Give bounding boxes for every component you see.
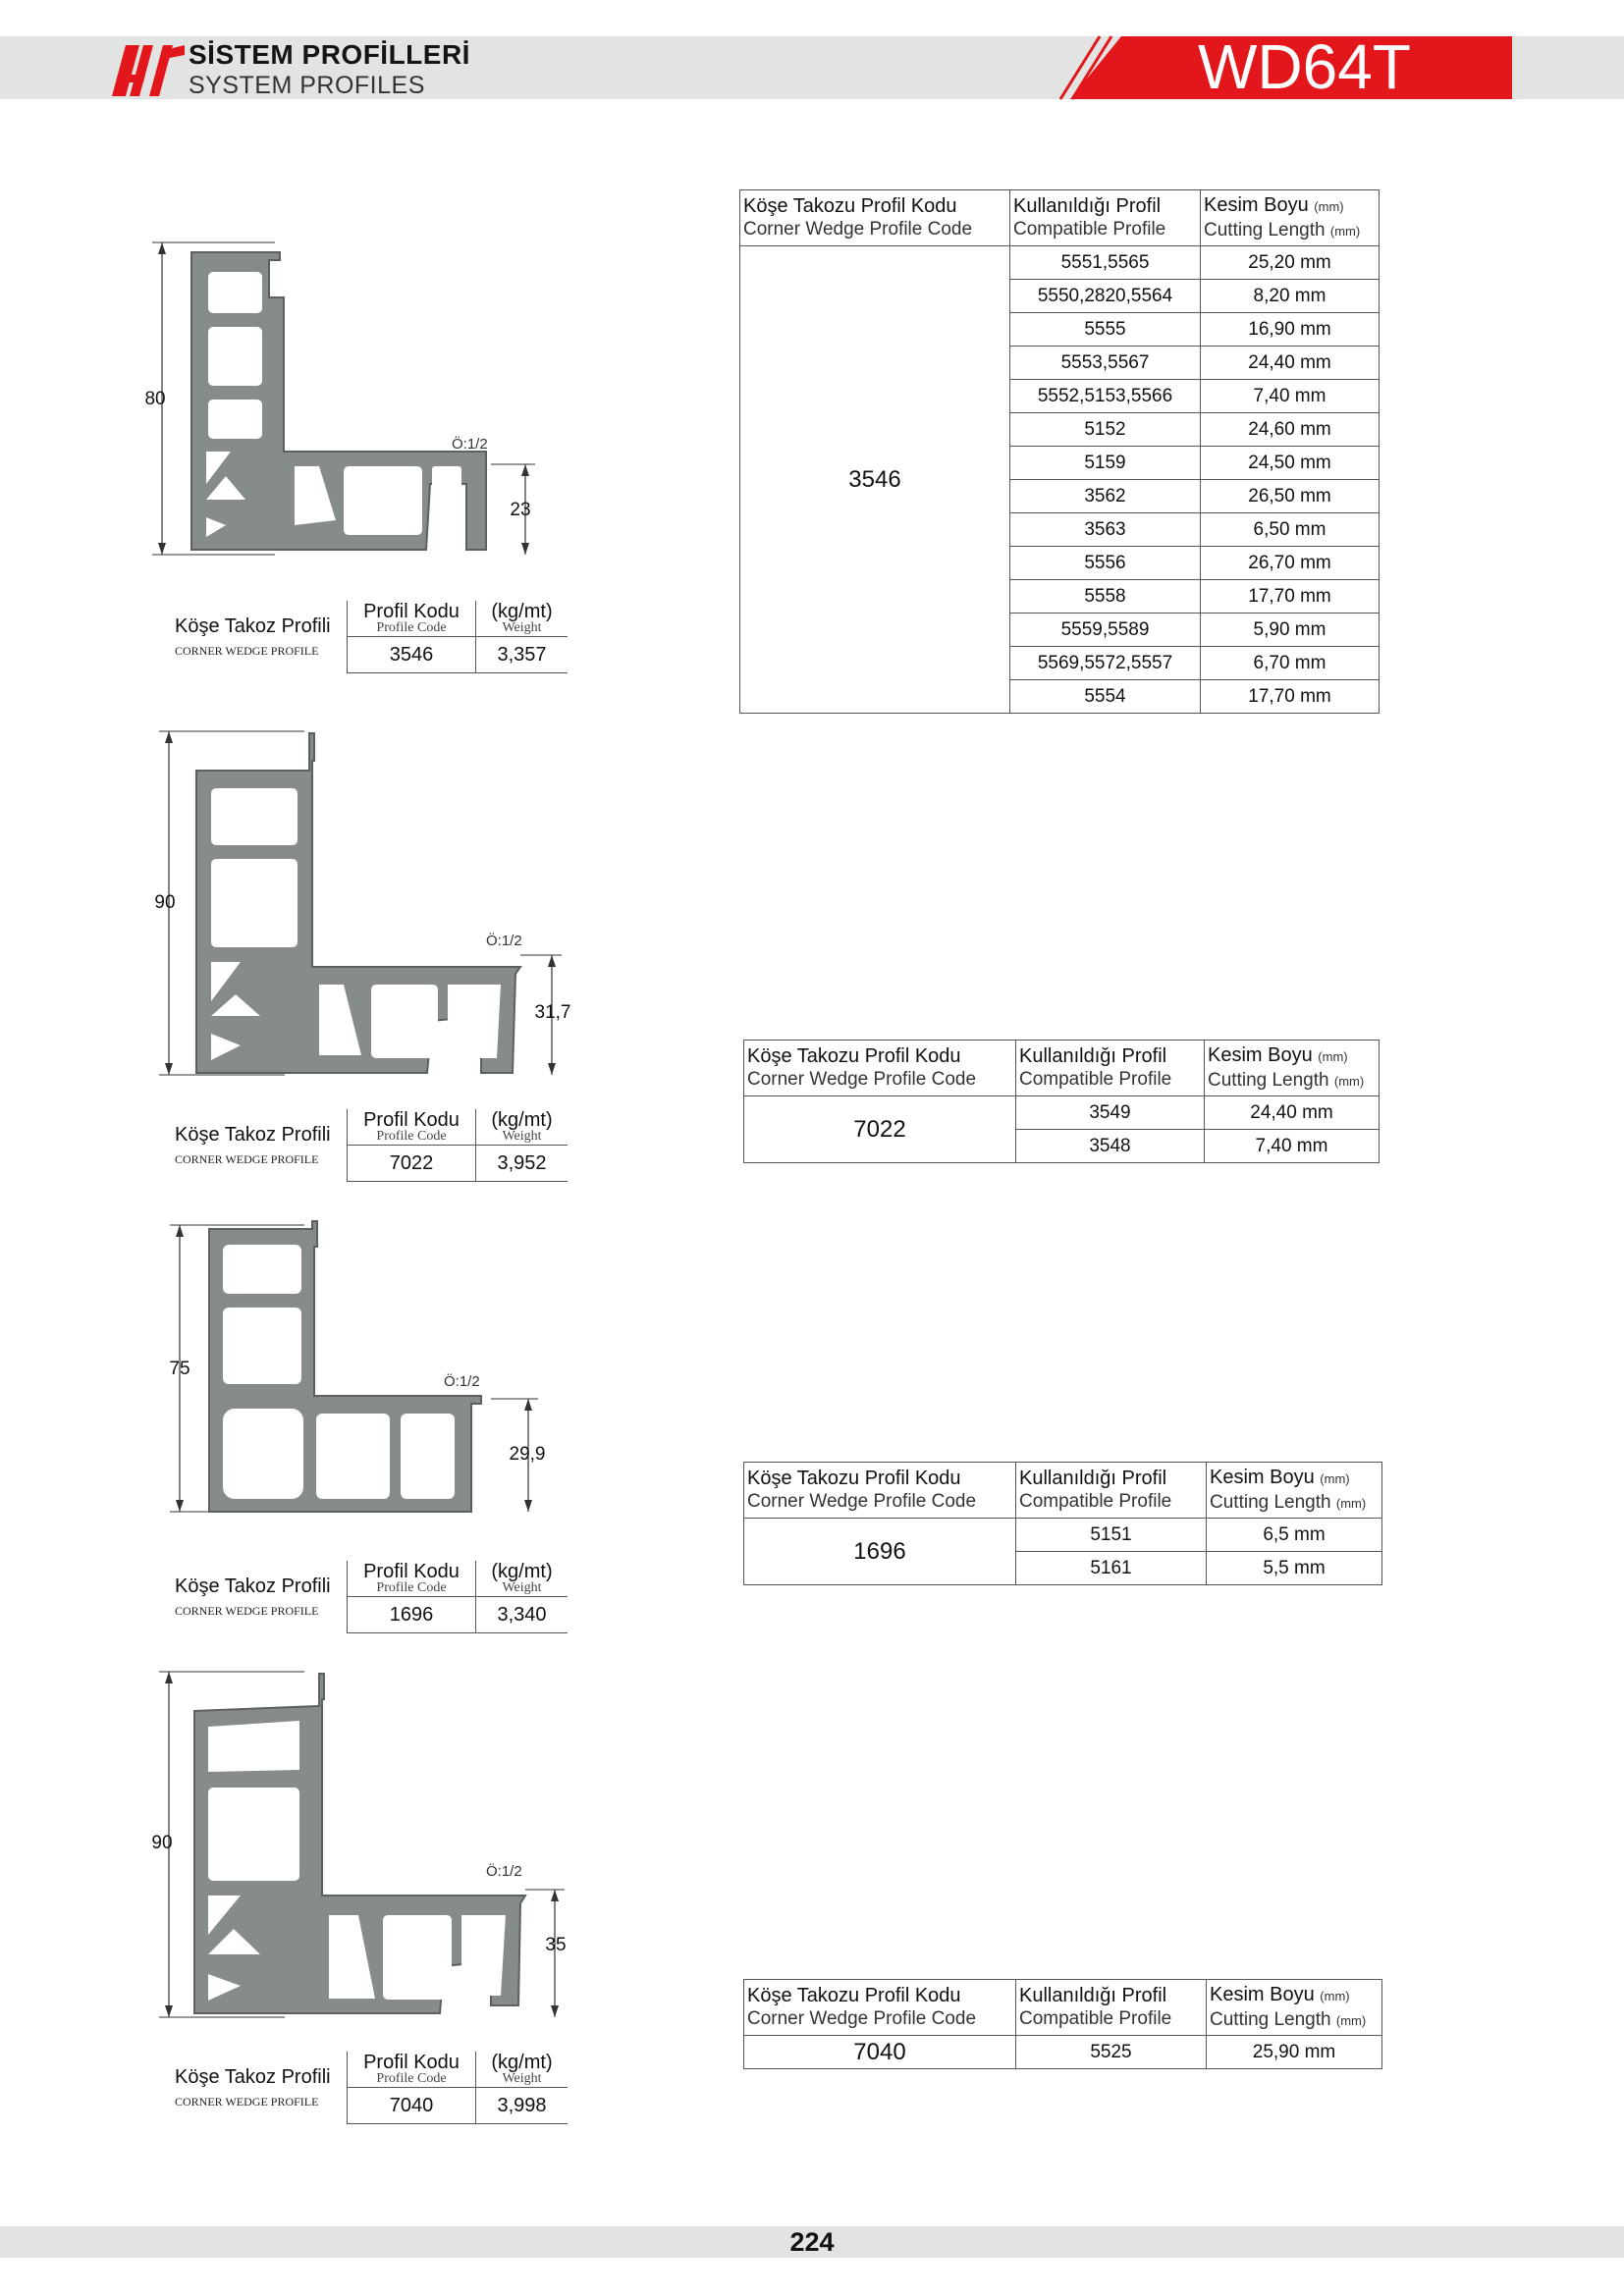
wedge-code-header-en: Corner Wedge Profile Code (747, 1069, 977, 1090)
cutting-table-3: Köşe Takozu Profil Kodu Corner Wedge Profile Code Kullanıldığı Profil Compatible Profile Kesim Boyu (mm) Cutting Length (mm) 1696 5151 6,5 mm 5161 5,5 mm (743, 1462, 1382, 1585)
profile-info-table-3 (165, 1561, 568, 1633)
length-cell: 24,50 mm (1201, 447, 1380, 480)
compat-cell: 5554 (1010, 680, 1201, 714)
header-title: SİSTEM PROFİLLERİ (189, 39, 470, 70)
wedge-code-header-en: Corner Wedge Profile Code (747, 2008, 977, 2029)
weight-value: 3,998 (476, 2088, 568, 2124)
cut-header: Kesim Boyu (1208, 1043, 1313, 1066)
compat-cell: 5551,5565 (1010, 246, 1201, 280)
profile-drawing-1 (144, 231, 560, 560)
profile-name: Köşe Takoz Profili (175, 2065, 331, 2088)
profile-info-table-2 (165, 1109, 568, 1182)
scale-label-3: Ö:1/2 (444, 1373, 480, 1390)
wedge-code-cell: 7040 (744, 2036, 1016, 2069)
code-header: Profil Kodu (363, 1109, 460, 1131)
scale-label-1: Ö:1/2 (452, 436, 488, 453)
length-cell: 24,40 mm (1205, 1096, 1380, 1130)
length-cell: 8,20 mm (1201, 280, 1380, 313)
wedge-code-header-en: Corner Wedge Profile Code (743, 219, 973, 240)
wedge-code-header: Köşe Takozu Profil Kodu (747, 1045, 961, 1067)
cutting-table-1: Köşe Takozu Profil Kodu Corner Wedge Profile Code Kullanıldığı Profil Compatible Profile Kesim Boyu (mm) Cutting Length (mm) 3546 5551,5565 25,20 mm 5550,2820,5564 8,20 mm 5555 16,90 mm 5553,5567 24,40 mm 5552,5153,5566 7,40 mm 5152 24,60 mm 5159 24,50 mm 3562 26,50 mm 3563 6,50 mm 5556 26,70 mm 5558 17,70 mm 5559,5589 5,90 mm 5569,5572,5557 6,70 mm 5554 17,70 mm (739, 189, 1380, 714)
cut-header: Kesim Boyu (1210, 1466, 1315, 1488)
length-cell: 24,40 mm (1201, 347, 1380, 380)
leg-label-4: 35 (545, 1935, 567, 1955)
brand-logo (110, 37, 187, 98)
wedge-code-header: Köşe Takozu Profil Kodu (747, 1468, 961, 1489)
length-cell: 7,40 mm (1205, 1130, 1380, 1163)
model-code: WD64T (1198, 31, 1411, 102)
profile-name-en: CORNER WEDGE PROFILE (175, 1603, 319, 1618)
compat-cell: 5558 (1010, 580, 1201, 614)
compat-cell: 5556 (1010, 547, 1201, 580)
wedge-code-cell: 7022 (744, 1096, 1016, 1163)
height-label-3: 75 (169, 1359, 190, 1379)
compat-cell: 5569,5572,5557 (1010, 647, 1201, 680)
length-cell: 17,70 mm (1201, 680, 1380, 714)
compat-cell: 5151 (1016, 1519, 1207, 1552)
compat-cell: 5161 (1016, 1552, 1207, 1585)
profile-drawing-2 (147, 721, 579, 1090)
height-label-4: 90 (151, 1833, 173, 1853)
length-cell: 6,50 mm (1201, 513, 1380, 547)
cut-header: Kesim Boyu (1210, 1983, 1315, 2005)
page-number: 224 (789, 2227, 835, 2257)
compat-cell: 3548 (1016, 1130, 1205, 1163)
compat-header-en: Compatible Profile (1019, 2008, 1172, 2029)
weight-value: 3,952 (476, 1146, 568, 1182)
length-cell: 5,5 mm (1207, 1552, 1382, 1585)
wedge-code-cell: 1696 (744, 1519, 1016, 1585)
wedge-code-cell: 3546 (740, 246, 1010, 714)
leg-label-1: 23 (510, 500, 531, 520)
profile-code-value: 3546 (348, 637, 476, 673)
compat-cell: 5559,5589 (1010, 614, 1201, 647)
compat-header: Kullanıldığı Profil (1019, 1985, 1167, 2006)
height-label-2: 90 (154, 892, 176, 913)
code-header-en: Profile Code (376, 2071, 447, 2086)
compat-cell: 3549 (1016, 1096, 1205, 1130)
weight-value: 3,357 (476, 637, 568, 673)
weight-header-en: Weight (502, 1580, 542, 1595)
code-header: Profil Kodu (363, 601, 460, 622)
compat-cell: 5550,2820,5564 (1010, 280, 1201, 313)
weight-header: (kg/mt) (491, 1561, 553, 1582)
wedge-code-header: Köşe Takozu Profil Kodu (747, 1985, 961, 2006)
compat-cell: 5525 (1016, 2036, 1207, 2069)
compat-cell: 5553,5567 (1010, 347, 1201, 380)
compat-header-en: Compatible Profile (1013, 219, 1166, 240)
profile-name: Köşe Takoz Profili (175, 614, 331, 637)
compat-cell: 5152 (1010, 413, 1201, 447)
cut-header-en: Cutting Length (1208, 1069, 1329, 1091)
profile-name: Köşe Takoz Profili (175, 1123, 331, 1146)
profile-name-en: CORNER WEDGE PROFILE (175, 1151, 319, 1166)
weight-header-en: Weight (502, 620, 542, 635)
code-header: Profil Kodu (363, 1561, 460, 1582)
length-cell: 26,70 mm (1201, 547, 1380, 580)
profile-name-en: CORNER WEDGE PROFILE (175, 643, 319, 658)
code-header-en: Profile Code (376, 1129, 447, 1144)
compat-header: Kullanıldığı Profil (1019, 1045, 1167, 1067)
profile-info-table-4 (165, 2052, 568, 2124)
length-cell: 5,90 mm (1201, 614, 1380, 647)
compat-cell: 3563 (1010, 513, 1201, 547)
cut-header-en: Cutting Length (1204, 219, 1326, 240)
code-header: Profil Kodu (363, 2052, 460, 2073)
compat-header-en: Compatible Profile (1019, 1069, 1172, 1090)
height-label-1: 80 (144, 389, 166, 409)
profile-code-value: 7040 (348, 2088, 476, 2124)
compat-cell: 3562 (1010, 480, 1201, 513)
length-cell: 16,90 mm (1201, 313, 1380, 347)
cut-header-en: Cutting Length (1210, 1491, 1331, 1513)
compat-header-en: Compatible Profile (1019, 1491, 1172, 1512)
compat-header: Kullanıldığı Profil (1013, 195, 1162, 217)
profile-name-en: CORNER WEDGE PROFILE (175, 2094, 319, 2109)
scale-label-4: Ö:1/2 (486, 1863, 522, 1880)
profile-drawing-3 (147, 1217, 560, 1522)
length-cell: 17,70 mm (1201, 580, 1380, 614)
weight-header: (kg/mt) (491, 601, 553, 622)
profile-info-table-1 (165, 601, 568, 673)
profile-drawing-4 (147, 1662, 579, 2030)
header-subtitle: SYSTEM PROFILES (189, 72, 425, 99)
wedge-code-header: Köşe Takozu Profil Kodu (743, 195, 957, 217)
cutting-table-4: Köşe Takozu Profil Kodu Corner Wedge Profile Code Kullanıldığı Profil Compatible Profile Kesim Boyu (mm) Cutting Length (mm) 7040 5525 25,90 mm (743, 1979, 1382, 2069)
length-cell: 25,90 mm (1207, 2036, 1382, 2069)
compat-cell: 5552,5153,5566 (1010, 380, 1201, 413)
weight-header-en: Weight (502, 2071, 542, 2086)
weight-header: (kg/mt) (491, 1109, 553, 1131)
compat-cell: 5159 (1010, 447, 1201, 480)
cut-header: Kesim Boyu (1204, 193, 1309, 216)
weight-value: 3,340 (476, 1597, 568, 1633)
leg-label-2: 31,7 (534, 1002, 571, 1023)
length-cell: 6,5 mm (1207, 1519, 1382, 1552)
profile-code-value: 1696 (348, 1597, 476, 1633)
code-header-en: Profile Code (376, 1580, 447, 1595)
length-cell: 7,40 mm (1201, 380, 1380, 413)
length-cell: 6,70 mm (1201, 647, 1380, 680)
compat-header: Kullanıldığı Profil (1019, 1468, 1167, 1489)
compat-cell: 5555 (1010, 313, 1201, 347)
profile-code-value: 7022 (348, 1146, 476, 1182)
length-cell: 24,60 mm (1201, 413, 1380, 447)
cutting-table-2: Köşe Takozu Profil Kodu Corner Wedge Profile Code Kullanıldığı Profil Compatible Profile Kesim Boyu (mm) Cutting Length (mm) 7022 3549 24,40 mm 3548 7,40 mm (743, 1040, 1380, 1163)
cut-header-en: Cutting Length (1210, 2008, 1331, 2030)
length-cell: 25,20 mm (1201, 246, 1380, 280)
wedge-code-header-en: Corner Wedge Profile Code (747, 1491, 977, 1512)
weight-header-en: Weight (502, 1129, 542, 1144)
length-cell: 26,50 mm (1201, 480, 1380, 513)
weight-header: (kg/mt) (491, 2052, 553, 2073)
profile-name: Köşe Takoz Profili (175, 1575, 331, 1597)
leg-label-3: 29,9 (509, 1444, 546, 1465)
scale-label-2: Ö:1/2 (486, 933, 522, 949)
code-header-en: Profile Code (376, 620, 447, 635)
